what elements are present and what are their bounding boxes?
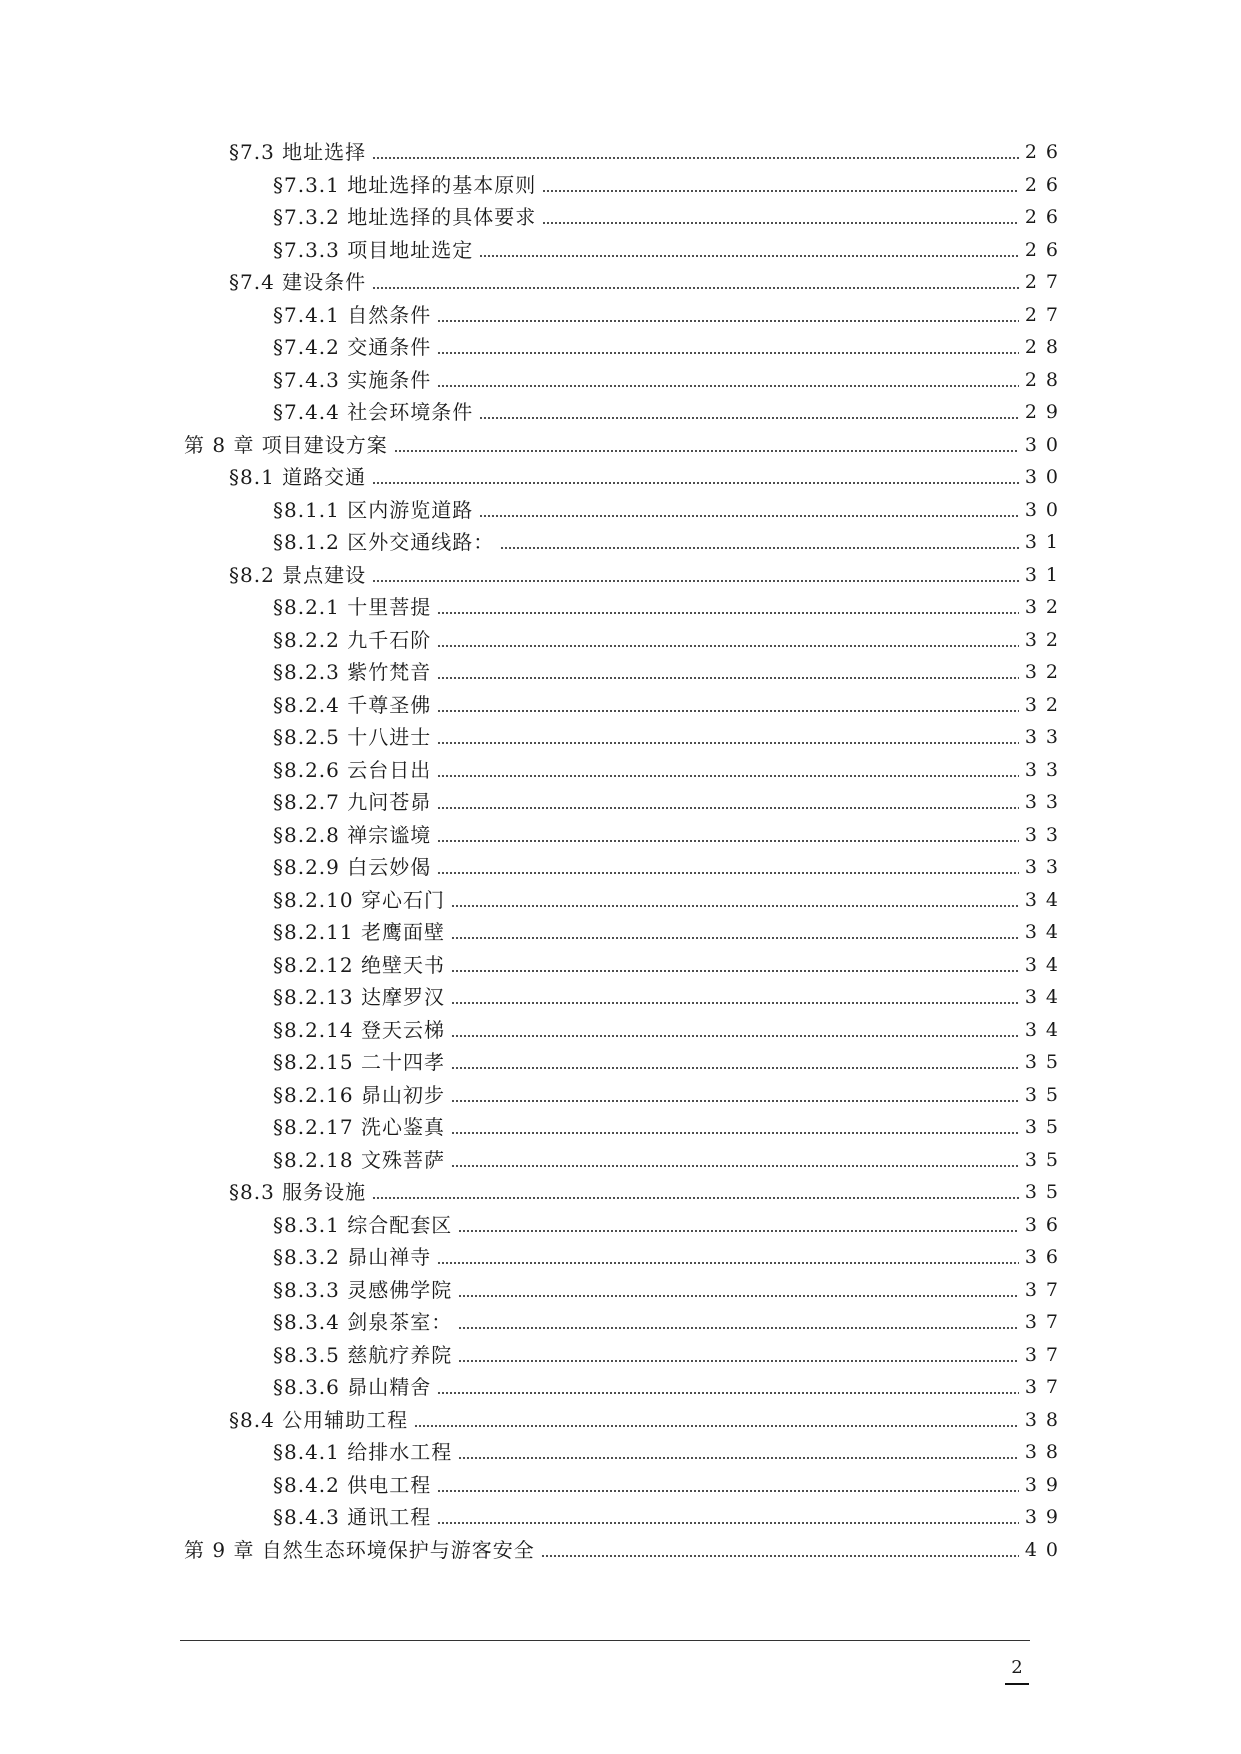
toc-entry-label: §8.2.8 禅宗谧境	[273, 823, 432, 847]
toc-dot-leader	[542, 202, 1019, 232]
toc-entry-label: §8.4.3 通讯工程	[273, 1505, 432, 1529]
toc-entry-label: §8.2.9 白云妙偈	[273, 855, 432, 879]
toc-entry-label: §8.4.1 给排水工程	[273, 1440, 453, 1464]
toc-entry-row[interactable]	[273, 820, 1067, 850]
toc-entry-row[interactable]	[273, 755, 1067, 785]
toc-entry-row[interactable]	[273, 1015, 1067, 1045]
toc-entry-label: §8.2.11 老鹰面壁	[273, 920, 445, 944]
toc-dot-leader	[437, 1242, 1019, 1272]
toc-entry-label: §8.3 服务设施	[229, 1180, 367, 1204]
toc-chapter-row[interactable]	[184, 430, 1067, 460]
toc-page-number: 28	[1024, 369, 1067, 391]
toc-entry-label: §7.4 建设条件	[229, 270, 367, 294]
toc-page-number: 26	[1024, 141, 1067, 163]
toc-entry-row[interactable]	[273, 982, 1067, 1012]
toc-entry-row[interactable]	[229, 137, 1067, 167]
toc-entry-row[interactable]	[273, 787, 1067, 817]
toc-page-number: 32	[1024, 661, 1067, 683]
toc-entry-label: §8.3.4 剑泉茶室：	[273, 1310, 453, 1334]
toc-entry-row[interactable]	[229, 267, 1067, 297]
toc-entry-label: §8.2.17 洗心鉴真	[273, 1115, 445, 1139]
toc-page-number: 26	[1024, 174, 1067, 196]
toc-dot-leader	[458, 1340, 1019, 1370]
toc-page-number: 33	[1024, 759, 1067, 781]
toc-dot-leader	[451, 1112, 1019, 1142]
toc-page-number: 34	[1024, 921, 1067, 943]
toc-page-number: 34	[1024, 986, 1067, 1008]
toc-entry-label: §8.1.1 区内游览道路	[273, 498, 474, 522]
toc-page-number: 30	[1024, 466, 1067, 488]
toc-entry-label: §8.2.10 穿心石门	[273, 888, 445, 912]
toc-page-number: 36	[1024, 1214, 1067, 1236]
toc-entry-label: §8.2.15 二十四孝	[273, 1050, 445, 1074]
toc-dot-leader	[437, 300, 1019, 330]
toc-entry-label: 第 8 章 项目建设方案	[184, 433, 388, 457]
toc-dot-leader	[437, 820, 1019, 850]
toc-page-number: 28	[1024, 336, 1067, 358]
toc-entry-label: §8.1 道路交通	[229, 465, 367, 489]
toc-entry-row[interactable]	[273, 202, 1067, 232]
toc-page-number: 37	[1024, 1279, 1067, 1301]
toc-dot-leader	[458, 1437, 1019, 1467]
toc-page-number: 32	[1024, 596, 1067, 618]
toc-dot-leader	[437, 1470, 1019, 1500]
toc-entry-label: §8.3.1 综合配套区	[273, 1213, 453, 1237]
toc-entry-row[interactable]	[273, 852, 1067, 882]
toc-dot-leader	[451, 1047, 1019, 1077]
toc-page-number: 33	[1024, 726, 1067, 748]
toc-dot-leader	[437, 657, 1019, 687]
toc-entry-label: §8.1.2 区外交通线路：	[273, 530, 495, 554]
toc-entry-row[interactable]	[273, 527, 1067, 557]
toc-dot-leader	[437, 755, 1019, 785]
toc-entry-row[interactable]	[273, 690, 1067, 720]
toc-entry-row[interactable]	[273, 1112, 1067, 1142]
toc-dot-leader	[372, 560, 1019, 590]
toc-page-number: 31	[1024, 531, 1067, 553]
toc-entry-label: §7.4.4 社会环境条件	[273, 400, 474, 424]
toc-page-number: 39	[1024, 1506, 1067, 1528]
toc-entry-row[interactable]	[273, 365, 1067, 395]
toc-dot-leader	[458, 1307, 1019, 1337]
toc-page-number: 38	[1024, 1441, 1067, 1463]
toc-entry-row[interactable]	[273, 332, 1067, 362]
toc-entry-row[interactable]	[273, 397, 1067, 427]
toc-page-number: 32	[1024, 629, 1067, 651]
toc-entry-row[interactable]	[273, 1307, 1067, 1337]
toc-entry-row[interactable]	[273, 495, 1067, 525]
toc-entry-row[interactable]	[273, 722, 1067, 752]
toc-dot-leader	[372, 462, 1019, 492]
toc-entry-row[interactable]	[229, 1405, 1067, 1435]
toc-entry-label: §8.4.2 供电工程	[273, 1473, 432, 1497]
toc-entry-label: §8.3.3 灵感佛学院	[273, 1278, 453, 1302]
toc-entry-row[interactable]	[273, 950, 1067, 980]
toc-entry-row[interactable]	[273, 1470, 1067, 1500]
toc-entry-row[interactable]	[273, 300, 1067, 330]
toc-page-number: 37	[1024, 1311, 1067, 1333]
toc-page-number: 34	[1024, 889, 1067, 911]
toc-entry-label: §7.3.1 地址选择的基本原则	[273, 173, 537, 197]
toc-entry-label: §8.2.5 十八进士	[273, 725, 432, 749]
toc-dot-leader	[542, 170, 1019, 200]
toc-dot-leader	[451, 950, 1019, 980]
toc-page-number: 29	[1024, 401, 1067, 423]
toc-dot-leader	[500, 527, 1019, 557]
toc-entry-row[interactable]	[273, 1437, 1067, 1467]
toc-dot-leader	[451, 982, 1019, 1012]
toc-page-number: 26	[1024, 239, 1067, 261]
toc-dot-leader	[451, 1145, 1019, 1175]
toc-dot-leader	[458, 1210, 1019, 1240]
toc-chapter-row[interactable]	[184, 1535, 1067, 1565]
toc-entry-row[interactable]	[273, 657, 1067, 687]
toc-entry-label: §8.3.6 昴山精舍	[273, 1375, 432, 1399]
toc-page-number: 35	[1024, 1149, 1067, 1171]
toc-page-number: 32	[1024, 694, 1067, 716]
toc-entry-row[interactable]	[273, 235, 1067, 265]
toc-entry-label: §7.3 地址选择	[229, 140, 367, 164]
toc-entry-label: §7.4.2 交通条件	[273, 335, 432, 359]
toc-entry-row[interactable]	[229, 560, 1067, 590]
toc-entry-label: §8.2.16 昴山初步	[273, 1083, 445, 1107]
toc-page-number: 39	[1024, 1474, 1067, 1496]
toc-entry-label: §8.2.3 紫竹梵音	[273, 660, 432, 684]
toc-dot-leader	[372, 137, 1019, 167]
toc-page-number: 33	[1024, 856, 1067, 878]
toc-dot-leader	[451, 917, 1019, 947]
toc-entry-label: §7.4.3 实施条件	[273, 368, 432, 392]
toc-dot-leader	[437, 852, 1019, 882]
toc-page-number: 34	[1024, 1019, 1067, 1041]
toc-dot-leader	[372, 267, 1019, 297]
toc-page-number: 36	[1024, 1246, 1067, 1268]
toc-dot-leader	[437, 1502, 1019, 1532]
footer-rule	[180, 1640, 1030, 1641]
toc-entry-label: §8.2.18 文殊菩萨	[273, 1148, 445, 1172]
toc-page-number: 27	[1024, 271, 1067, 293]
toc-entry-row[interactable]	[273, 917, 1067, 947]
toc-entry-row[interactable]	[273, 625, 1067, 655]
toc-entry-label: §8.2.4 千尊圣佛	[273, 693, 432, 717]
toc-entry-label: §8.3.2 昴山禅寺	[273, 1245, 432, 1269]
toc-entry-label: §8.2.2 九千石阶	[273, 628, 432, 652]
toc-page-number: 34	[1024, 954, 1067, 976]
toc-entry-row[interactable]	[273, 1210, 1067, 1240]
toc-page-number: 35	[1024, 1051, 1067, 1073]
toc-page-number: 33	[1024, 791, 1067, 813]
toc-page-number: 35	[1024, 1084, 1067, 1106]
toc-entry-row[interactable]	[273, 885, 1067, 915]
toc-entry-label: §7.4.1 自然条件	[273, 303, 432, 327]
toc-dot-leader	[437, 332, 1019, 362]
toc-dot-leader	[479, 397, 1019, 427]
toc-dot-leader	[372, 1177, 1019, 1207]
toc-entry-label: §8.2.14 登天云梯	[273, 1018, 445, 1042]
toc-entry-label: §8.2.1 十里菩提	[273, 595, 432, 619]
toc-dot-leader	[437, 1372, 1019, 1402]
toc-dot-leader	[414, 1405, 1019, 1435]
toc-entry-row[interactable]	[273, 1372, 1067, 1402]
toc-dot-leader	[479, 495, 1019, 525]
toc-page-number: 37	[1024, 1344, 1067, 1366]
toc-dot-leader	[458, 1275, 1019, 1305]
toc-entry-label: §8.3.5 慈航疗养院	[273, 1343, 453, 1367]
toc-entry-row[interactable]	[229, 462, 1067, 492]
toc-page-number: 31	[1024, 564, 1067, 586]
toc-page-number: 40	[1024, 1539, 1067, 1561]
toc-entry-label: §7.3.3 项目地址选定	[273, 238, 474, 262]
toc-entry-label: §8.4 公用辅助工程	[229, 1408, 409, 1432]
page-number-underline	[1005, 1683, 1029, 1685]
toc-entry-row[interactable]	[273, 170, 1067, 200]
toc-entry-label: §8.2.13 达摩罗汉	[273, 985, 445, 1009]
toc-dot-leader	[437, 787, 1019, 817]
toc-page-number: 37	[1024, 1376, 1067, 1398]
toc-page-number: 38	[1024, 1409, 1067, 1431]
toc-dot-leader	[541, 1535, 1019, 1565]
toc-page-number: 35	[1024, 1116, 1067, 1138]
toc-entry-row[interactable]	[273, 1275, 1067, 1305]
toc-page-number: 26	[1024, 206, 1067, 228]
toc-entry-label: §8.2.6 云台日出	[273, 758, 432, 782]
toc-entry-row[interactable]	[273, 1047, 1067, 1077]
toc-dot-leader	[437, 365, 1019, 395]
toc-entry-label: §7.3.2 地址选择的具体要求	[273, 205, 537, 229]
toc-dot-leader	[479, 235, 1019, 265]
toc-entry-label: §8.2.7 九问苍昴	[273, 790, 432, 814]
toc-dot-leader	[451, 1080, 1019, 1110]
toc-dot-leader	[451, 885, 1019, 915]
toc-entry-row[interactable]	[273, 1080, 1067, 1110]
toc-page-number: 30	[1024, 499, 1067, 521]
toc-entry-row[interactable]	[273, 1340, 1067, 1370]
toc-entry-label: §8.2.12 绝壁天书	[273, 953, 445, 977]
toc-entry-label: §8.2 景点建设	[229, 563, 367, 587]
toc-dot-leader	[451, 1015, 1019, 1045]
toc-page-number: 33	[1024, 824, 1067, 846]
toc-entry-label: 第 9 章 自然生态环境保护与游客安全	[184, 1538, 535, 1562]
toc-entry-row[interactable]	[229, 1177, 1067, 1207]
toc-entry-row[interactable]	[273, 1502, 1067, 1532]
toc-dot-leader	[437, 592, 1019, 622]
toc-dot-leader	[394, 430, 1019, 460]
toc-entry-row[interactable]	[273, 1242, 1067, 1272]
toc-entry-row[interactable]	[273, 1145, 1067, 1175]
toc-entry-row[interactable]	[273, 592, 1067, 622]
toc-dot-leader	[437, 722, 1019, 752]
toc-page-number: 35	[1024, 1181, 1067, 1203]
toc-dot-leader	[437, 625, 1019, 655]
page-number: 2	[1011, 1657, 1023, 1678]
toc-page-number: 27	[1024, 304, 1067, 326]
toc-dot-leader	[437, 690, 1019, 720]
toc-page-number: 30	[1024, 434, 1067, 456]
